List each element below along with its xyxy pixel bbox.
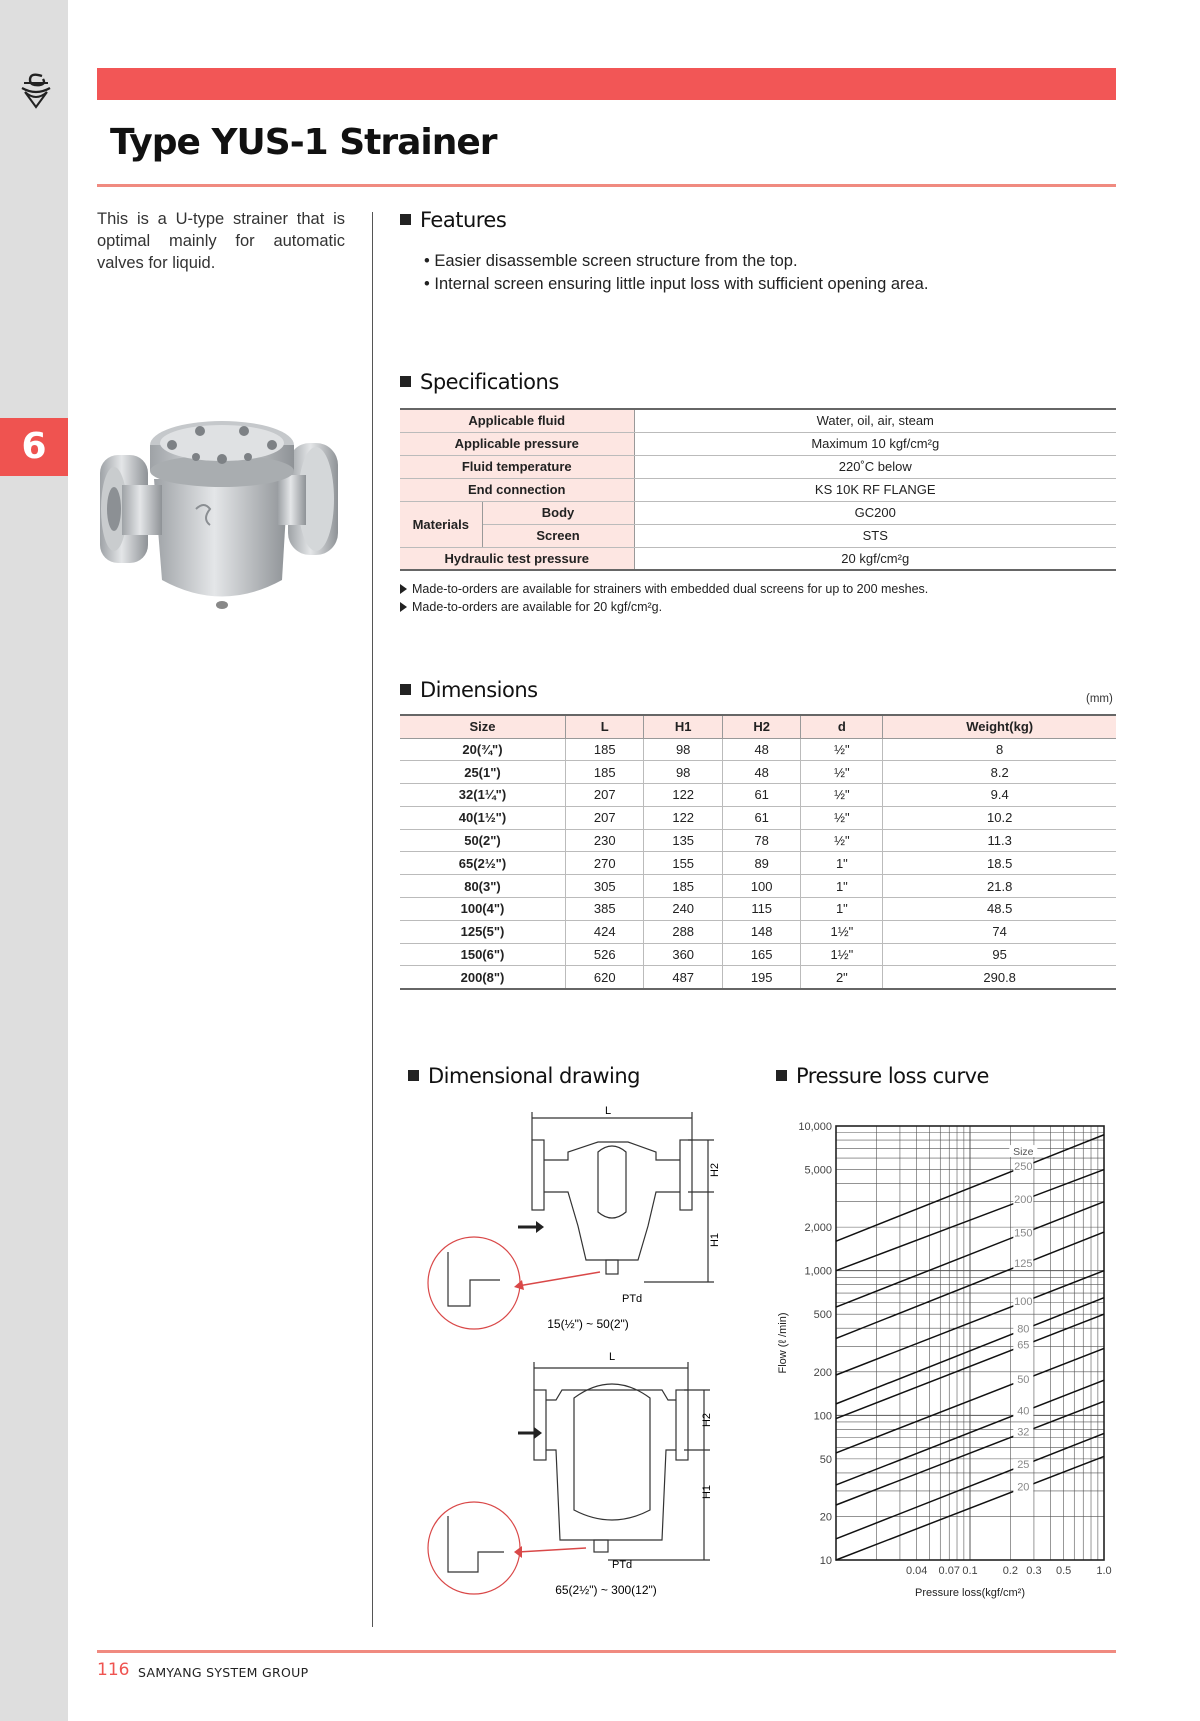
specifications-table xyxy=(400,408,1116,571)
dimensions-table xyxy=(400,714,1116,990)
table-cell: 61 xyxy=(722,784,800,807)
table-cell: 526 xyxy=(565,943,643,966)
table-cell: 270 xyxy=(565,852,643,875)
table-cell: 155 xyxy=(644,852,722,875)
table-cell: 424 xyxy=(565,920,643,943)
table-cell: 48.5 xyxy=(883,898,1116,921)
arrow-right-icon xyxy=(400,602,407,612)
header-bar xyxy=(97,68,1116,100)
chapter-tab[interactable]: 6 xyxy=(0,418,68,476)
table-cell: ½" xyxy=(801,806,883,829)
table-cell: 100 xyxy=(722,875,800,898)
series-label-150: 150 xyxy=(1014,1227,1033,1240)
table-cell: 50(2") xyxy=(400,829,565,852)
label-ptd: PTd xyxy=(612,1559,633,1571)
table-cell: 135 xyxy=(644,829,722,852)
table-cell: 115 xyxy=(722,898,800,921)
table-header-row xyxy=(400,715,1116,738)
table-cell: 65(2½") xyxy=(400,852,565,875)
x-tick-label: 0.3 xyxy=(1026,1565,1042,1577)
table-cell: 74 xyxy=(883,920,1116,943)
table-row xyxy=(400,875,1116,898)
table-cell: 290.8 xyxy=(883,966,1116,989)
table-row xyxy=(400,829,1116,852)
series-label-32: 32 xyxy=(1017,1426,1030,1439)
series-label-100: 100 xyxy=(1014,1296,1033,1309)
table-cell: 230 xyxy=(565,829,643,852)
arrow-right-icon xyxy=(400,584,407,594)
x-tick-label: 0.2 xyxy=(1002,1565,1018,1577)
table-cell: 185 xyxy=(565,738,643,761)
table-row xyxy=(400,943,1116,966)
table-row: End connection KS 10K RF FLANGE xyxy=(400,478,1116,501)
table-row: Hydraulic test pressure 20 kgf/cm²g xyxy=(400,547,1116,570)
x-tick-label: 1.0 xyxy=(1096,1565,1112,1577)
y-tick-label: 2,000 xyxy=(804,1222,832,1235)
column-header: d xyxy=(801,715,883,738)
table-cell: 80(3") xyxy=(400,875,565,898)
label-L: L xyxy=(604,1105,612,1117)
company-logo-icon xyxy=(16,70,56,110)
table-cell: 185 xyxy=(565,761,643,784)
table-row: Applicable fluid Water, oil, air, steam xyxy=(400,409,1116,432)
y-tick-label: 20 xyxy=(819,1511,832,1524)
series-label-125: 125 xyxy=(1014,1258,1033,1271)
label-H1: H1 xyxy=(701,1484,713,1500)
column-header: H2 xyxy=(722,715,800,738)
table-cell: 61 xyxy=(722,806,800,829)
table-cell: 1" xyxy=(801,875,883,898)
table-cell: 32(1¼") xyxy=(400,784,565,807)
x-tick-label: 0.07 xyxy=(938,1565,960,1577)
label-H1: H1 xyxy=(709,1232,721,1248)
list-item: • Easier disassemble screen structure from the top. xyxy=(424,252,798,270)
features-list xyxy=(424,250,928,296)
y-tick-label: 200 xyxy=(813,1366,832,1379)
footer-divider xyxy=(97,1650,1116,1653)
note-item: Made-to-orders are available for strainers with embedded dual screens for up to 200 meshes. xyxy=(400,580,928,598)
table-cell: 207 xyxy=(565,806,643,829)
y-tick-label: 10 xyxy=(819,1555,832,1567)
title-divider xyxy=(97,184,1116,187)
table-row xyxy=(400,806,1116,829)
table-cell: 95 xyxy=(883,943,1116,966)
table-cell: 21.8 xyxy=(883,875,1116,898)
y-tick-label: 500 xyxy=(813,1309,832,1322)
table-cell: 8.2 xyxy=(883,761,1116,784)
table-cell: 98 xyxy=(644,738,722,761)
series-label-50: 50 xyxy=(1017,1373,1030,1386)
list-item: • Internal screen ensuring little input loss with sufficient opening area. xyxy=(424,275,929,293)
table-cell: ½" xyxy=(801,761,883,784)
table-cell: 360 xyxy=(644,943,722,966)
note-item: Made-to-orders are available for 20 kgf/cm²g. xyxy=(400,598,928,616)
table-row: Applicable pressure Maximum 10 kgf/cm²g xyxy=(400,432,1116,455)
pressure-loss-heading: Pressure loss curve xyxy=(776,1064,989,1088)
label-H2: H2 xyxy=(709,1162,721,1178)
table-cell: ½" xyxy=(801,829,883,852)
table-row xyxy=(400,898,1116,921)
series-label-25: 25 xyxy=(1017,1459,1030,1472)
y-tick-label: 50 xyxy=(819,1453,832,1466)
table-cell: 40(1½") xyxy=(400,806,565,829)
table-cell: ½" xyxy=(801,784,883,807)
table-cell: 150(6") xyxy=(400,943,565,966)
specifications-heading: Specifications xyxy=(400,370,559,394)
table-cell: 195 xyxy=(722,966,800,989)
table-row: Materials Body GC200 xyxy=(400,501,1116,524)
y-axis-label: Flow (ℓ /min) xyxy=(777,1312,789,1374)
y-tick-label: 10,000 xyxy=(798,1121,832,1133)
table-row xyxy=(400,852,1116,875)
drawing-heading: Dimensional drawing xyxy=(408,1064,640,1088)
y-tick-label: 1,000 xyxy=(804,1265,832,1278)
table-row xyxy=(400,920,1116,943)
table-cell: 10.2 xyxy=(883,806,1116,829)
table-row: Fluid temperature 220˚C below xyxy=(400,455,1116,478)
x-tick-label: 0.1 xyxy=(962,1565,978,1577)
series-label-80: 80 xyxy=(1017,1323,1030,1336)
table-cell: 385 xyxy=(565,898,643,921)
legend-title: Size xyxy=(1013,1146,1034,1159)
series-label-20: 20 xyxy=(1017,1481,1030,1494)
series-label-40: 40 xyxy=(1017,1405,1030,1418)
table-cell: 288 xyxy=(644,920,722,943)
table-cell: 305 xyxy=(565,875,643,898)
table-cell: 1½" xyxy=(801,943,883,966)
side-strip xyxy=(0,0,68,1721)
table-cell: 18.5 xyxy=(883,852,1116,875)
product-photo xyxy=(92,405,352,625)
table-cell: 11.3 xyxy=(883,829,1116,852)
table-cell: 122 xyxy=(644,784,722,807)
column-divider xyxy=(372,212,373,1627)
table-cell: 620 xyxy=(565,966,643,989)
caption-small-size: 15(½") ~ 50(2") xyxy=(547,1317,629,1331)
table-cell: 1" xyxy=(801,852,883,875)
dimensions-heading: Dimensions xyxy=(400,678,538,702)
column-header: H1 xyxy=(644,715,722,738)
table-cell: 185 xyxy=(644,875,722,898)
table-row xyxy=(400,738,1116,761)
column-header: L xyxy=(565,715,643,738)
table-cell: 8 xyxy=(883,738,1116,761)
table-cell: 20(¾") xyxy=(400,738,565,761)
x-tick-label: 0.04 xyxy=(905,1565,928,1577)
table-cell: 89 xyxy=(722,852,800,875)
page-title: Type YUS-1 Strainer xyxy=(110,122,497,163)
column-header: Size xyxy=(400,715,565,738)
table-cell: 9.4 xyxy=(883,784,1116,807)
label-ptd: PTd xyxy=(622,1293,643,1305)
table-row xyxy=(400,966,1116,989)
table-cell: 240 xyxy=(644,898,722,921)
y-tick-label: 100 xyxy=(813,1410,832,1423)
features-heading: Features xyxy=(400,208,506,232)
series-label-250: 250 xyxy=(1014,1160,1033,1173)
table-cell: 207 xyxy=(565,784,643,807)
table-cell: ½" xyxy=(801,738,883,761)
footer-brand: SAMYANG SYSTEM GROUP xyxy=(138,1665,309,1680)
dimensional-drawing xyxy=(408,1100,738,1610)
caption-large-size: 65(2½") ~ 300(12") xyxy=(555,1583,657,1597)
table-cell: 48 xyxy=(722,761,800,784)
table-cell: 100(4") xyxy=(400,898,565,921)
series-label-200: 200 xyxy=(1014,1193,1033,1206)
specification-notes xyxy=(400,580,928,616)
table-cell: 165 xyxy=(722,943,800,966)
x-axis-label: Pressure loss(kgf/cm²) xyxy=(914,1587,1026,1599)
table-cell: 98 xyxy=(644,761,722,784)
intro-text: This is a U-type strainer that is optimal mainly for automatic valves for liquid. xyxy=(97,210,345,272)
label-L: L xyxy=(608,1351,616,1363)
pressure-loss-chart xyxy=(770,1110,1120,1610)
page-number: 116 xyxy=(97,1660,130,1680)
table-row: Screen STS xyxy=(400,524,1116,547)
series-label-65: 65 xyxy=(1017,1339,1030,1352)
column-header: Weight(kg) xyxy=(883,715,1116,738)
table-cell: 200(8") xyxy=(400,966,565,989)
unit-label: (mm) xyxy=(1086,693,1113,705)
table-cell: 1½" xyxy=(801,920,883,943)
x-tick-label: 0.5 xyxy=(1056,1565,1072,1577)
table-cell: 1" xyxy=(801,898,883,921)
label-H2: H2 xyxy=(701,1412,713,1428)
table-cell: 125(5") xyxy=(400,920,565,943)
table-cell: 25(1") xyxy=(400,761,565,784)
table-cell: 148 xyxy=(722,920,800,943)
table-row xyxy=(400,784,1116,807)
table-cell: 122 xyxy=(644,806,722,829)
table-row xyxy=(400,761,1116,784)
table-cell: 48 xyxy=(722,738,800,761)
table-cell: 487 xyxy=(644,966,722,989)
y-tick-label: 5,000 xyxy=(804,1164,832,1177)
table-cell: 78 xyxy=(722,829,800,852)
table-cell: 2" xyxy=(801,966,883,989)
